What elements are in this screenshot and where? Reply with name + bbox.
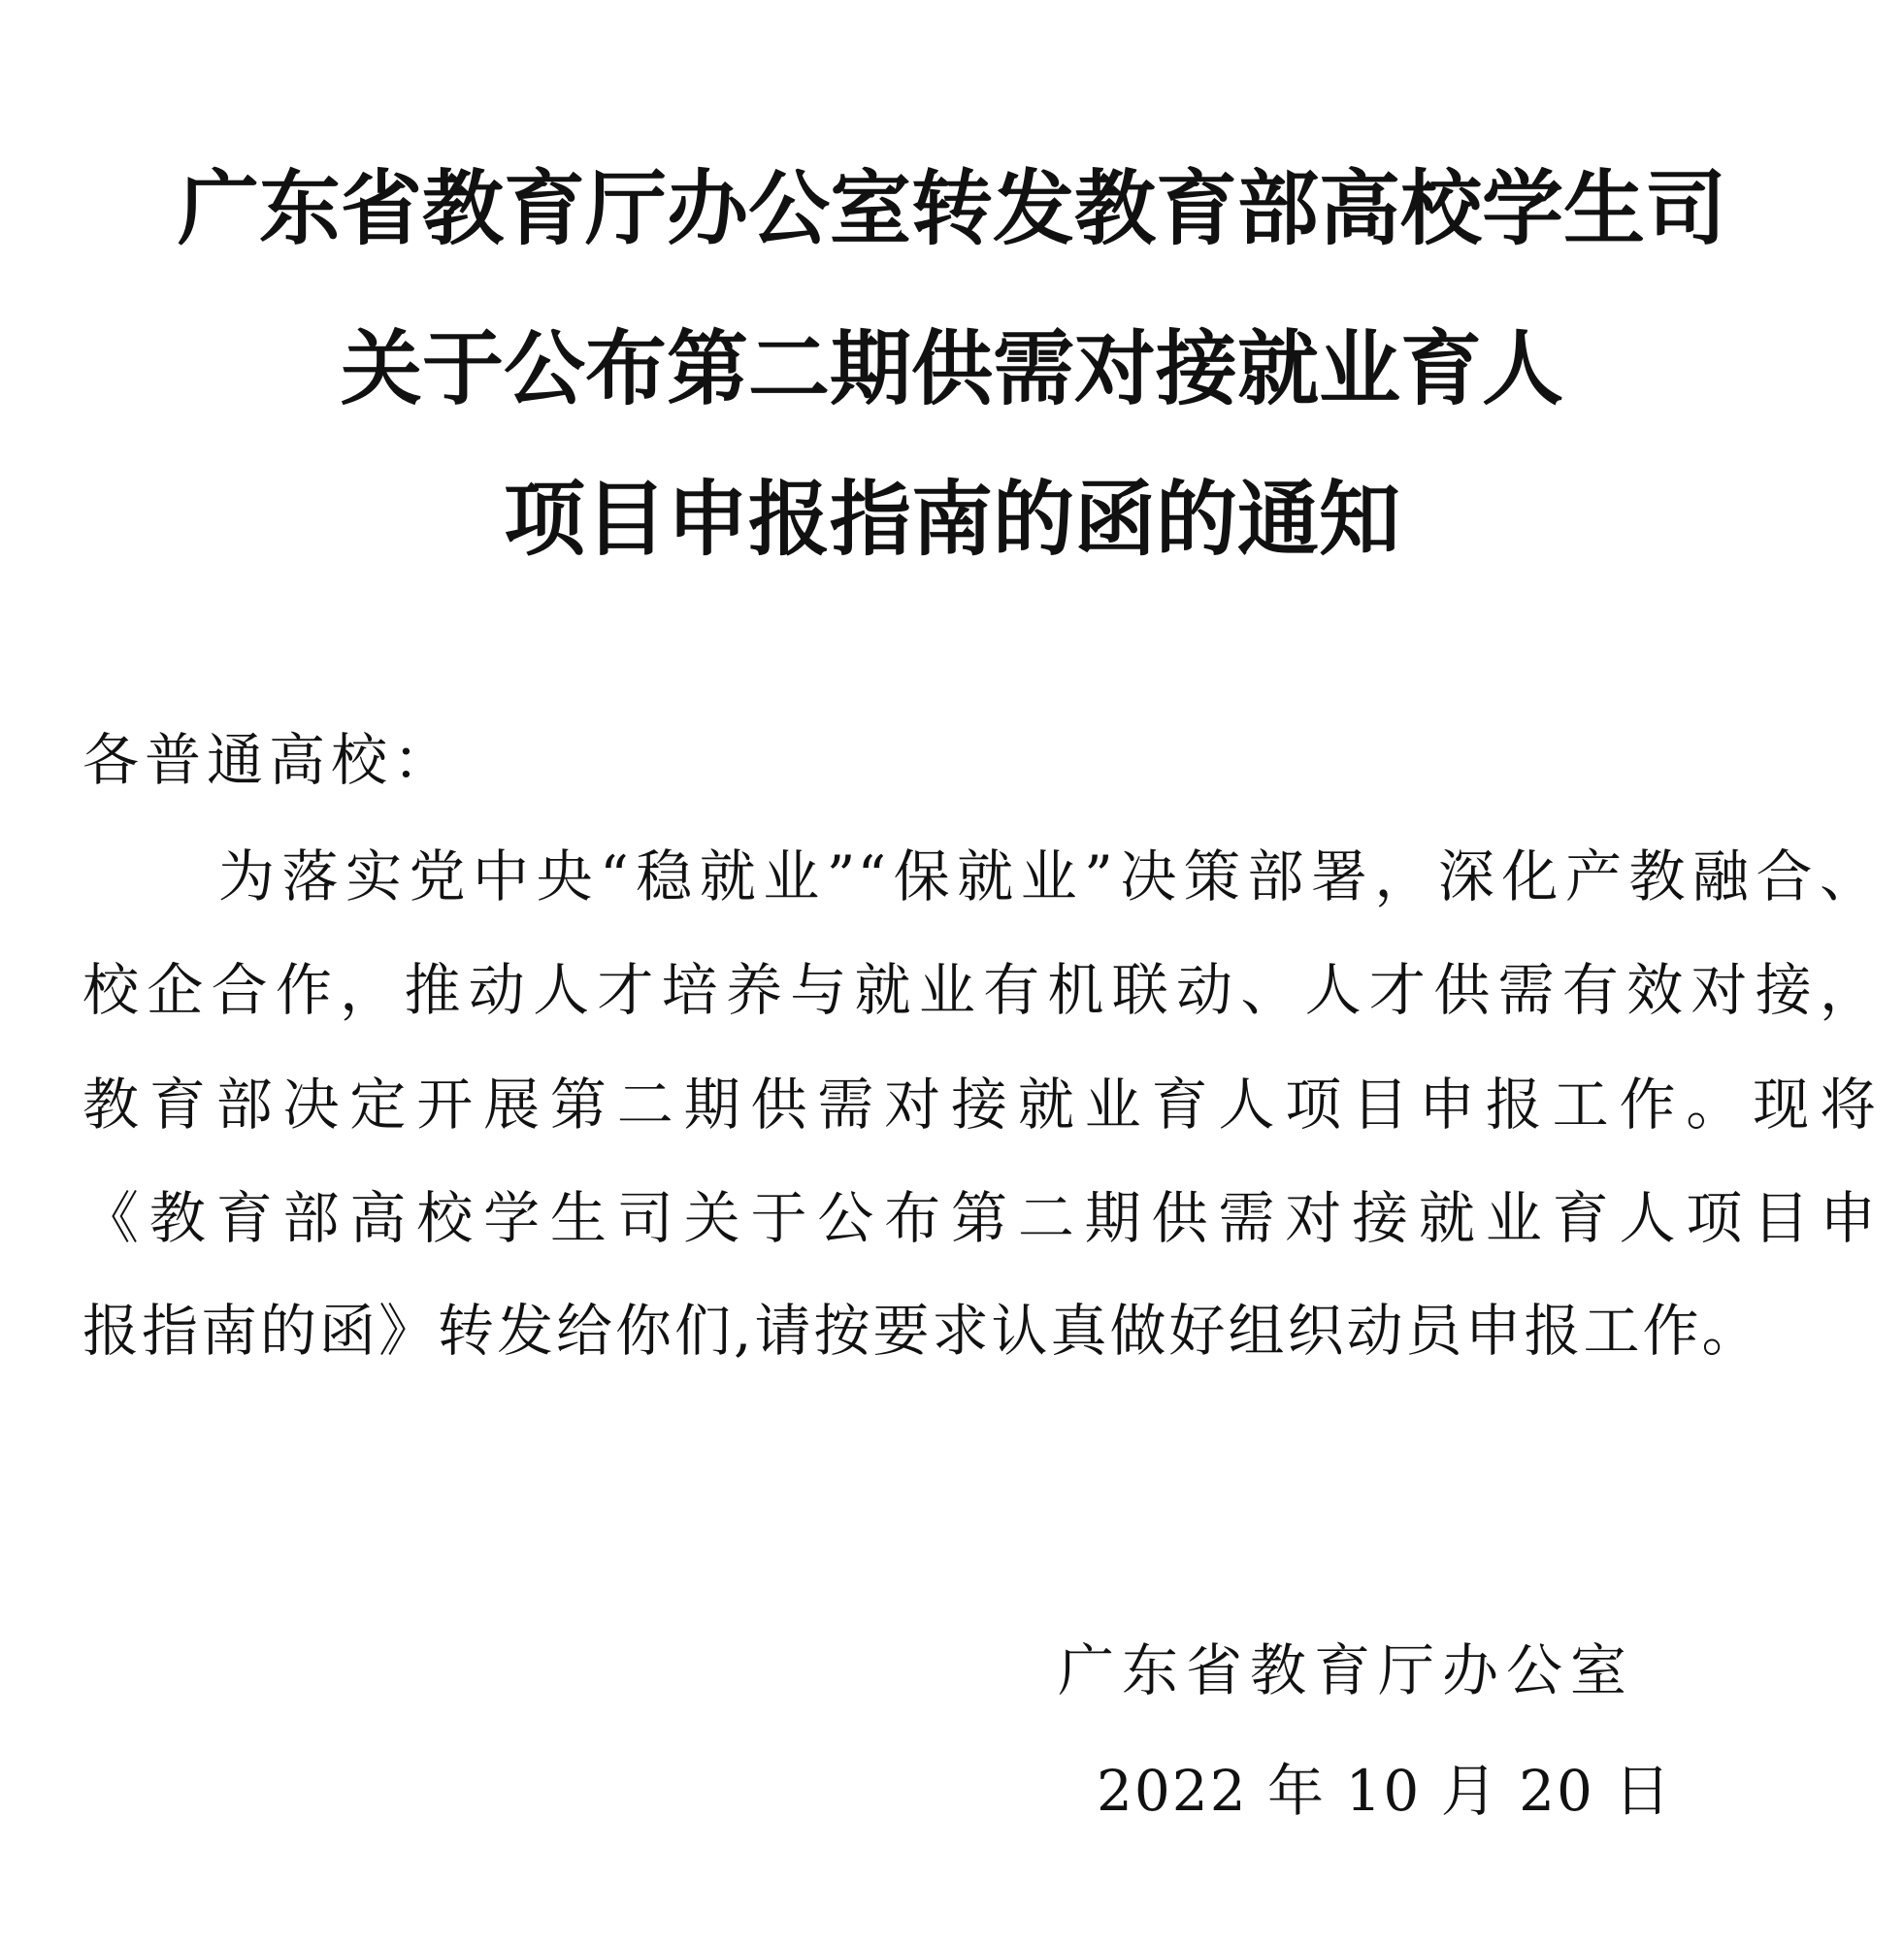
- document-title-line-1: 广东省教育厅办公室转发教育部高校学生司: [177, 161, 1726, 256]
- signature-organization: 广东省教育厅办公室: [1058, 1637, 1635, 1703]
- body-line-1: 为落实党中央“稳就业”“保就业”决策部署，深化产教融合、: [218, 843, 1878, 909]
- body-line-2: 校企合作，推动人才培养与就业有机联动、人才供需有效对接，: [82, 957, 1878, 1023]
- salutation: 各普通高校：: [82, 727, 456, 793]
- document-title-line-3: 项目申报指南的函的通知: [503, 472, 1400, 567]
- body-line-4: 《教育部高校学生司关于公布第二期供需对接就业育人项目申: [82, 1185, 1878, 1251]
- body-line-3: 教育部决定开展第二期供需对接就业育人项目申报工作。现将: [82, 1072, 1878, 1138]
- body-line-5: 报指南的函》转发给你们,请按要求认真做好组织动员申报工作。: [82, 1298, 1761, 1364]
- document-title-line-2: 关于公布第二期供需对接就业育人: [340, 321, 1563, 416]
- signature-date: 2022 年 10 月 20 日: [1097, 1758, 1673, 1824]
